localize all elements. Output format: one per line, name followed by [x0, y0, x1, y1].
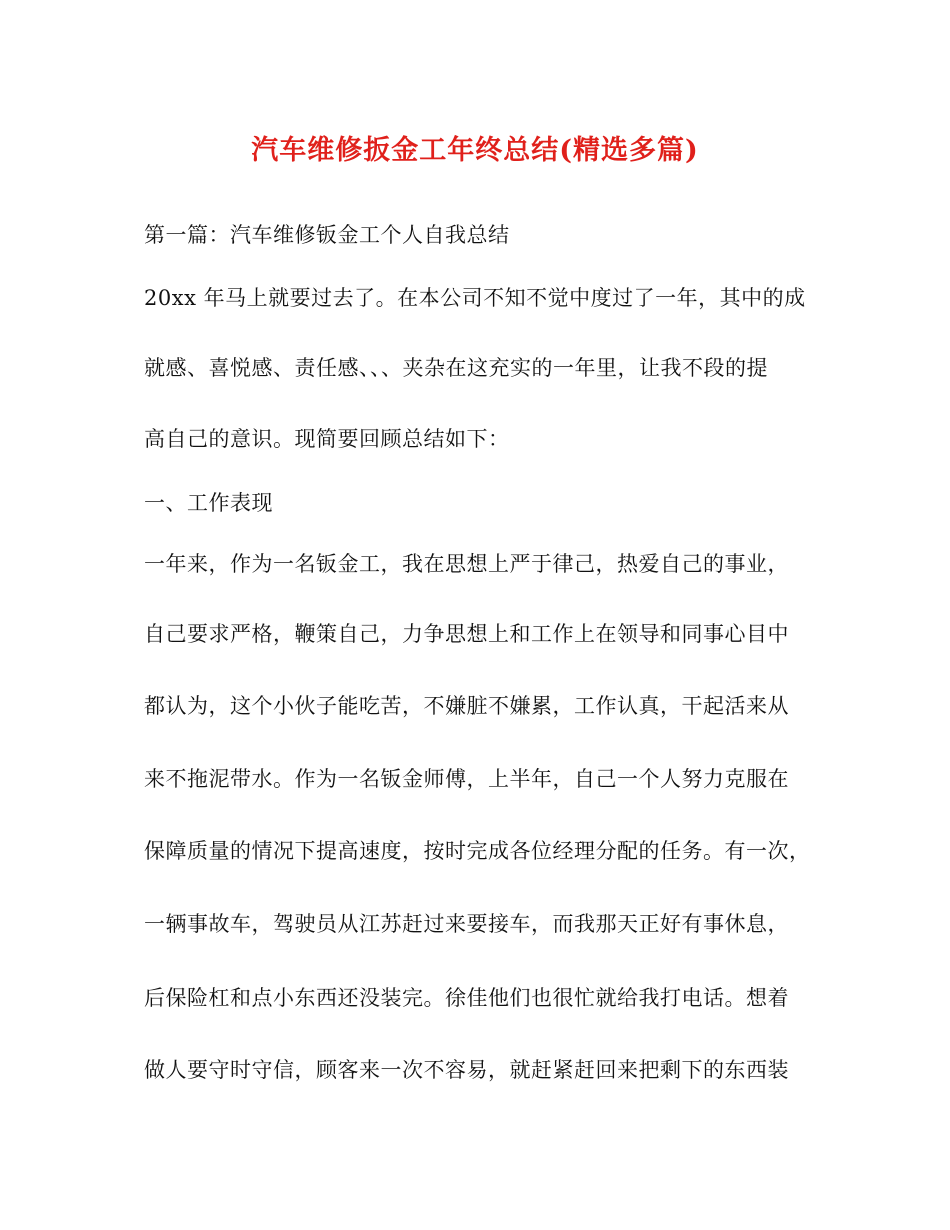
document-title: 汽车维修扳金工年终总结(精选多篇)	[251, 135, 699, 166]
body-line: 来不拖泥带水。作为一名钣金师傅，上半年，自己一个人努力克服在	[144, 767, 789, 791]
body-line: 做人要守时守信，顾客来一次不容易，就赶紧赶回来把剩下的东西装	[144, 1058, 789, 1082]
body-line: 20xx 年马上就要过去了。在本公司不知不觉中度过了一年，其中的成	[144, 286, 806, 310]
body-line: 保障质量的情况下提高速度，按时完成各位经理分配的任务。有一次，	[144, 839, 811, 863]
section-heading-work-performance: 一、工作表现	[144, 491, 273, 515]
section-subheading: 第一篇：汽车维修钣金工个人自我总结	[144, 223, 510, 247]
body-line: 一年来，作为一名钣金工，我在思想上严于律己，热爱自己的事业，	[144, 552, 789, 576]
body-line: 高自己的意识。现简要回顾总结如下：	[144, 427, 510, 451]
body-line: 都认为，这个小伙子能吃苦，不嫌脏不嫌累，工作认真，干起活来从	[144, 694, 789, 718]
body-line: 一辆事故车，驾驶员从江苏赶过来要接车，而我那天正好有事休息，	[144, 912, 789, 936]
body-line: 后保险杠和点小东西还没装完。徐佳他们也很忙就给我打电话。想着	[144, 986, 789, 1010]
body-line: 自己要求严格，鞭策自己，力争思想上和工作上在领导和同事心目中	[144, 622, 789, 646]
body-line: 就感、喜悦感、责任感、、、夹杂在这充实的一年里，让我不段的提	[144, 356, 768, 380]
